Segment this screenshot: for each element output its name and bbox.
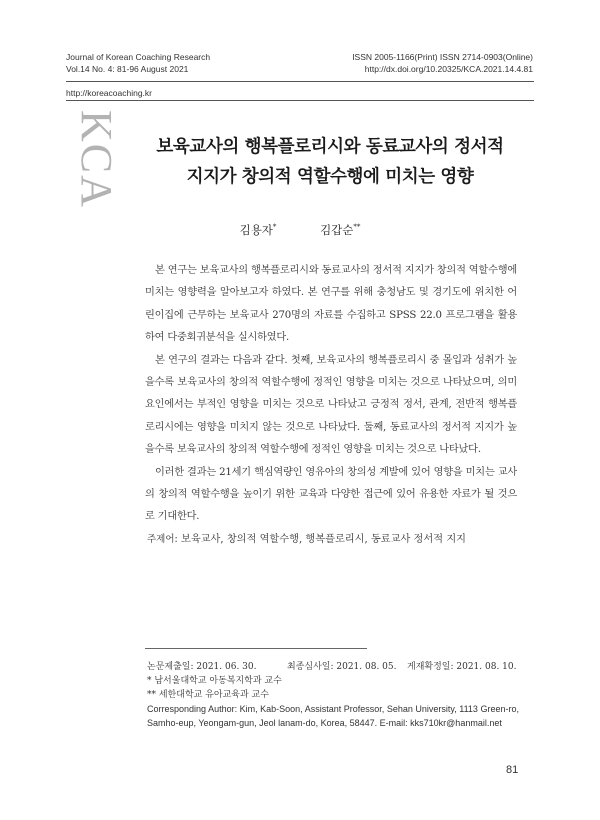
keywords-text: 보육교사, 창의적 역할수행, 행복플로리시, 동료교사 정서적 지지 bbox=[180, 534, 466, 545]
submission-dates bbox=[147, 661, 527, 674]
abstract-paragraph-2: 본 연구의 결과는 다음과 같다. 첫째, 보육교사의 행복플로리시 중 몰입과 성취가 높을수록 보육교사의 창의적 역할수행에 정적인 영향을 미치는 것으로 나타났으며, 의미요인에서는 부적인 영향을 미치는 것으로 나타났고 긍정적 정서, 관계, 전반적 행복플로리시에는 영향을 미치지 않는 것으로 나타났다. 둘째, 동료교사의 정서적 지지가 높을수록 보육교사의 창의적 역할수행에 정적인 영향을 미치는 것으로 나타났다. bbox=[145, 354, 517, 456]
affiliation-2: ** 세한대학교 유아교육과 교수 bbox=[147, 690, 269, 700]
site-link[interactable]: http://koreacoaching.kr bbox=[66, 88, 152, 98]
keywords bbox=[147, 530, 527, 545]
footnote-rule bbox=[145, 648, 367, 649]
volume-info: Vol.14 No. 4: 81-96 August 2021 bbox=[66, 64, 189, 74]
received-date: 논문제출일: 2021. 06. 30. bbox=[147, 662, 257, 672]
abstract-paragraph-1: 본 연구는 보육교사의 행복플로리시와 동료교사의 정서적 지지가 창의적 역할수행에 미치는 영향력을 알아보고자 하였다. 본 연구를 위해 충청남도 및 경기도에 위치한 어린이집에 근무하는 보육교사 270명의 자료를 수집하고 SPSS 22.0 프로그램을 활용하여 다중회귀분석을 실시하였다. bbox=[145, 265, 517, 344]
title-line-1: 보육교사의 행복플로리시와 동료교사의 정서적 bbox=[156, 137, 504, 157]
author-1-mark: * bbox=[272, 223, 277, 232]
issn-info: ISSN 2005-1166(Print) ISSN 2714-0903(Online) bbox=[352, 52, 533, 62]
doi-link[interactable]: http://dx.doi.org/10.20325/KCA.2021.14.4.81 bbox=[364, 64, 533, 74]
title-line-2: 지지가 창의적 역할수행에 미치는 영향 bbox=[186, 167, 474, 187]
journal-header bbox=[66, 51, 210, 75]
affiliation-1: * 남서울대학교 아동복지학과 교수 bbox=[147, 676, 282, 686]
author-1: 김용자 bbox=[239, 223, 273, 237]
abstract-paragraph-3: 이러한 결과는 21세기 핵심역량인 영유아의 창의성 계발에 있어 영향을 미치는 교사의 창의적 역할수행을 높이기 위한 교육과 다양한 접근에 있어 유용한 자료가 될 것으로 기대한다. bbox=[145, 466, 517, 523]
kca-logo: KCA bbox=[72, 110, 121, 209]
corresponding-author: Corresponding Author: Kim, Kab-Soon, Assistant Professor, Sehan University, 1113 Green-ro, Samho-eup, Yeongam-gun, Jeol lanam-do, Korea, 58447. E-mail: kks710kr@hanmail.net bbox=[147, 704, 519, 728]
keywords-label: 주제어: bbox=[147, 534, 178, 545]
journal-name: Journal of Korean Coaching Research bbox=[66, 52, 211, 62]
header-rule-bottom bbox=[66, 100, 534, 101]
accepted-date: 게재확정일: 2021. 08. 10. bbox=[407, 662, 517, 672]
page-number: 81 bbox=[506, 764, 519, 776]
abstract bbox=[145, 260, 517, 529]
author-list bbox=[66, 222, 534, 238]
header-rule bbox=[66, 81, 534, 82]
issn-header bbox=[329, 51, 533, 75]
author-2-mark: ** bbox=[353, 223, 361, 232]
reviewed-date: 최종심사일: 2021. 08. 05. bbox=[287, 662, 397, 672]
author-2: 김갑순 bbox=[320, 223, 354, 237]
